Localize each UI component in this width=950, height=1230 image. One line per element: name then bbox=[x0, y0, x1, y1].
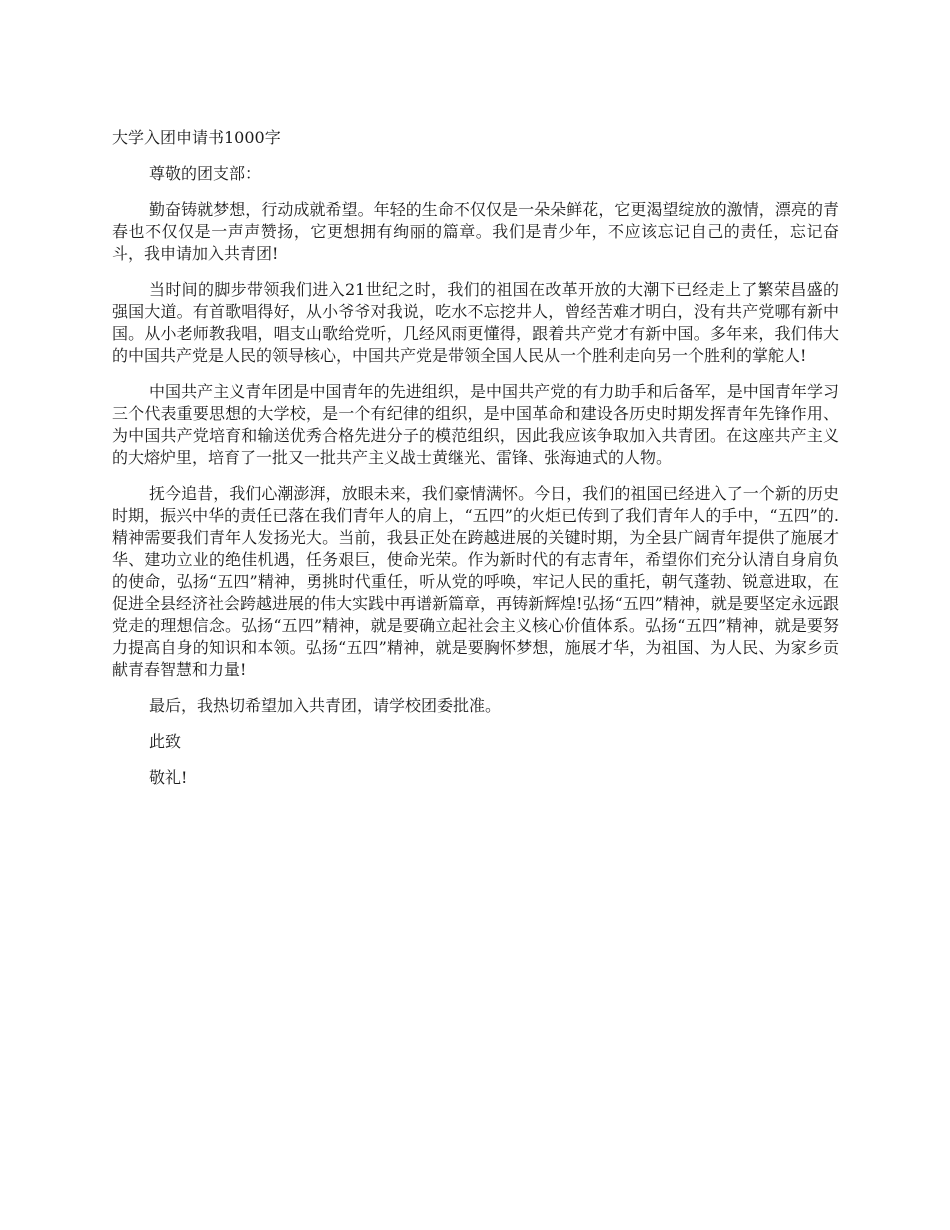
closing-line-2: 敬礼! bbox=[149, 768, 188, 787]
paragraph-4: 抚今追昔，我们心潮澎湃，放眼未来，我们豪情满怀。今日，我们的祖国已经进入了一个新的历史时期，振兴中华的责任已落在我们青年人的肩上，“五四”的火炬已传到了我们青年人的手中，“五四”的.精神需要我们青年人发扬光大。当前，我县正处在跨越进展的关键时期，为全县广阔青年提供了施展才华、建功立业的绝佳机遇，任务艰巨，使命光荣。作为新时代的有志青年，希望你们充分认清自身肩负的使命，弘扬“五四”精神，勇挑时代重任，听从党的呼唤，牢记人民的重托，朝气蓬勃、锐意进取，在促进全县经济社会跨越进展的伟大实践中再谱新篇章，再铸新辉煌!弘扬“五四”精神，就是要坚定永远跟党走的理想信念。弘扬“五四”精神，就是要确立起社会主义核心价值体系。弘扬“五四”精神，就是要努力提高自身的知识和本领。弘扬“五四”精神，就是要胸怀梦想，施展才华，为祖国、为人民、为家乡贡献青春智慧和力量! bbox=[112, 484, 839, 679]
document-title: 大学入团申请书1000字 bbox=[112, 128, 281, 147]
document-page bbox=[112, 122, 839, 803]
closing-line-1: 此致 bbox=[149, 732, 182, 751]
paragraph-2: 当时间的脚步带领我们进入21世纪之时，我们的祖国在改革开放的大潮下已经走上了繁荣昌盛的强国大道。有首歌唱得好，从小爷爷对我说，吃水不忘挖井人，曾经苦难才明白，没有共产党哪有新中国。从小老师教我唱，唱支山歌给党听，几经风雨更懂得，跟着共产党才有新中国。多年来，我们伟大的中国共产党是人民的领导核心，中国共产党是带领全国人民从一个胜利走向另一个胜利的掌舵人! bbox=[112, 280, 839, 365]
paragraph-1: 勤奋铸就梦想，行动成就希望。年轻的生命不仅仅是一朵朵鲜花，它更渴望绽放的激情，漂亮的青春也不仅仅是一声声赞扬，它更想拥有绚丽的篇章。我们是青少年，不应该忘记自己的责任，忘记奋斗，我申请加入共青团! bbox=[112, 200, 839, 263]
salutation: 尊敬的团支部： bbox=[149, 164, 262, 183]
paragraph-3: 中国共产主义青年团是中国青年的先进组织，是中国共产党的有力助手和后备军，是中国青年学习三个代表重要思想的大学校，是一个有纪律的组织，是中国革命和建设各历史时期发挥青年先锋作用、为中国共产党培育和输送优秀合格先进分子的模范组织，因此我应该争取加入共青团。在这座共产主义的大熔炉里，培育了一批又一批共产主义战士黄继光、雷锋、张海迪式的人物。 bbox=[112, 382, 839, 467]
paragraph-5: 最后，我热切希望加入共青团，请学校团委批准。 bbox=[149, 696, 502, 715]
